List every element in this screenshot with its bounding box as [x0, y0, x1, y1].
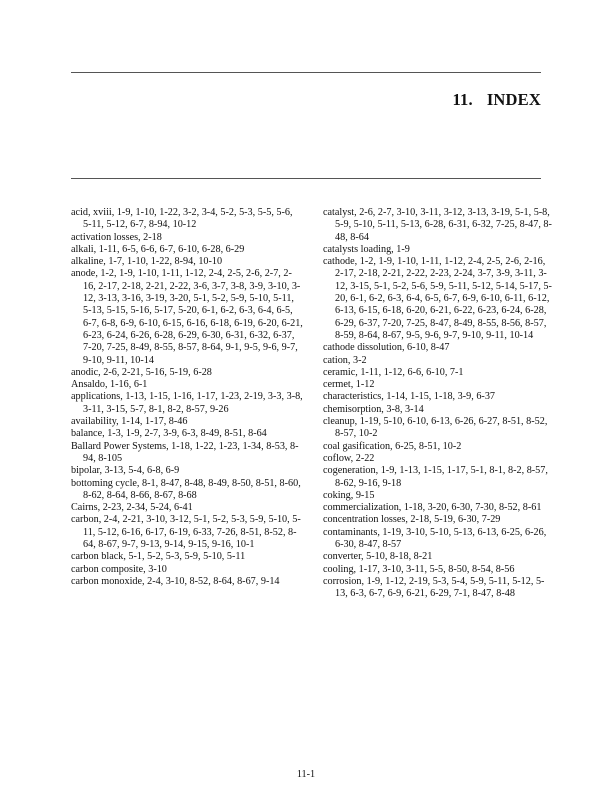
index-entry: coflow, 2-22 [323, 452, 375, 464]
heading-rule [71, 178, 541, 179]
chapter-title: INDEX [486, 90, 541, 109]
index-entry: corrosion, 1-9, 1-12, 2-19, 5-3, 5-4, 5-9, 5-11, 5-12, 5-13, 6-3, 6-7, 6-9, 6-21, 6-29, 7-1, 8-47, 8-48 [323, 575, 545, 600]
index-entry: converter, 5-10, 8-18, 8-21 [323, 551, 433, 563]
index-entry: alkali, 1-11, 6-5, 6-6, 6-7, 6-10, 6-28, 6-29 [71, 243, 245, 255]
index-entry: Cairns, 2-23, 2-34, 5-24, 6-41 [71, 502, 193, 514]
index-entry: contaminants, 1-19, 3-10, 5-10, 5-13, 6-13, 6-25, 6-26, 6-30, 8-47, 8-57 [323, 526, 547, 551]
index-entry: activation losses, 2-18 [71, 231, 162, 243]
index-entry: alkaline, 1-7, 1-10, 1-22, 8-94, 10-10 [71, 256, 223, 268]
index-entry: carbon black, 5-1, 5-2, 5-3, 5-9, 5-10, 5-11 [71, 551, 246, 563]
index-entry: bipolar, 3-13, 5-4, 6-8, 6-9 [71, 465, 180, 477]
index-column-right [323, 207, 555, 601]
index-entry: bottoming cycle, 8-1, 8-47, 8-48, 8-49, 8-50, 8-51, 8-60, 8-62, 8-64, 8-66, 8-67, 8-68 [71, 477, 301, 501]
index-column-left [71, 207, 303, 588]
index-entry: cathode dissolution, 6-10, 8-47 [323, 342, 450, 354]
index-entry: balance, 1-3, 1-9, 2-7, 3-9, 6-3, 8-49, 8-51, 8-64 [71, 428, 267, 440]
chapter-heading [452, 90, 541, 110]
index-entry: anodic, 2-6, 2-21, 5-16, 5-19, 6-28 [71, 366, 212, 378]
index-entry: cooling, 1-17, 3-10, 3-11, 5-5, 8-50, 8-54, 8-56 [323, 563, 515, 575]
index-entry: chemisorption, 3-8, 3-14 [323, 403, 424, 415]
index-entry: commercialization, 1-18, 3-20, 6-30, 7-30, 8-52, 8-61 [323, 502, 542, 514]
index-entry: coal gasification, 6-25, 8-51, 10-2 [323, 440, 462, 452]
index-entry: catalysts loading, 1-9 [323, 243, 410, 255]
index-entry: availability, 1-14, 1-17, 8-46 [71, 416, 188, 428]
index-entry: acid, xviii, 1-9, 1-10, 1-22, 3-2, 3-4, 5-2, 5-3, 5-5, 5-6, 5-11, 5-12, 6-7, 8-94, 10-12 [71, 207, 293, 231]
index-entry: Ansaldo, 1-16, 6-1 [71, 379, 148, 391]
index-entry: characteristics, 1-14, 1-15, 1-18, 3-9, 6-37 [323, 391, 496, 403]
index-entry: cathode, 1-2, 1-9, 1-10, 1-11, 1-12, 2-4, 2-5, 2-6, 2-16, 2-17, 2-18, 2-21, 2-22, 2-23, 2-24, 3-7, 3-9, 3-11, 3-12, 3-15, 5-1, 5-2, 5-6, 5-9, 5-11, 5-12, 5-14, 5-17, 5-20, 6-1, 6-2, 6-3, 6-4, 6-5, 6-7, 6-9, 6-10, 6-11, 6-12, 6-13, 6-15, 6-18, 6-20, 6-21, 6-22, 6-23, 6-24, 6-28, 6-29, 6-37, 7-20, 7-25, 8-47, 8-49, 8-55, 8-56, 8-57, 8-59, 8-64, 8-67, 9-5, 9-6, 9-7, 9-10, 9-11, 10-14 [323, 256, 552, 341]
index-entry: cleanup, 1-19, 5-10, 6-10, 6-13, 6-26, 6-27, 8-51, 8-52, 8-57, 10-2 [323, 416, 548, 440]
index-entry: coking, 9-15 [323, 489, 375, 501]
index-entry: applications, 1-13, 1-15, 1-16, 1-17, 1-23, 2-19, 3-3, 3-8, 3-11, 3-15, 5-7, 8-1, 8-2, 8-57, 9-26 [71, 391, 303, 415]
index-entry: cermet, 1-12 [323, 379, 375, 391]
top-rule [71, 72, 541, 73]
index-entry: concentration losses, 2-18, 5-19, 6-30, 7-29 [323, 514, 501, 526]
index-entry: ceramic, 1-11, 1-12, 6-6, 6-10, 7-1 [323, 366, 464, 378]
index-entry: carbon monoxide, 2-4, 3-10, 8-52, 8-64, 8-67, 9-14 [71, 575, 280, 587]
index-entry: catalyst, 2-6, 2-7, 3-10, 3-11, 3-12, 3-13, 3-19, 5-1, 5-8, 5-9, 5-10, 5-11, 5-13, 6-28, 6-31, 6-32, 7-25, 8-47, 8-48, 8-64 [323, 207, 552, 243]
index-entry: anode, 1-2, 1-9, 1-10, 1-11, 1-12, 2-4, 2-5, 2-6, 2-7, 2-16, 2-17, 2-18, 2-21, 2-22, 3-6, 3-7, 3-8, 3-9, 3-10, 3-12, 3-13, 3-16, 3-19, 3-20, 5-1, 5-2, 5-9, 5-10, 5-11, 5-13, 5-15, 5-16, 5-17, 5-20, 6-1, 6-2, 6-3, 6-4, 6-5, 6-7, 6-8, 6-9, 6-10, 6-15, 6-16, 6-18, 6-19, 6-20, 6-21, 6-23, 6-24, 6-26, 6-28, 6-29, 6-30, 6-31, 6-32, 6-37, 7-20, 7-25, 8-49, 8-55, 8-57, 8-64, 9-1, 9-5, 9-6, 9-7, 9-10, 9-11, 10-14 [71, 268, 303, 366]
index-entry: cation, 3-2 [323, 354, 367, 366]
index-entry: cogeneration, 1-9, 1-13, 1-15, 1-17, 5-1, 8-1, 8-2, 8-57, 8-62, 9-16, 9-18 [323, 465, 548, 489]
index-entry: carbon, 2-4, 2-21, 3-10, 3-12, 5-1, 5-2, 5-3, 5-9, 5-10, 5-11, 5-12, 6-16, 6-17, 6-19, 6-33, 7-26, 8-51, 8-52, 8-64, 8-67, 9-7, 9-13, 9-14, 9-15, 9-16, 10-1 [71, 514, 301, 551]
page-number: 11-1 [296, 769, 316, 780]
index-entry: Ballard Power Systems, 1-18, 1-22, 1-23, 1-34, 8-53, 8-94, 8-105 [71, 440, 299, 464]
index-entry: carbon composite, 3-10 [71, 563, 167, 575]
chapter-number: 11. [452, 90, 473, 109]
